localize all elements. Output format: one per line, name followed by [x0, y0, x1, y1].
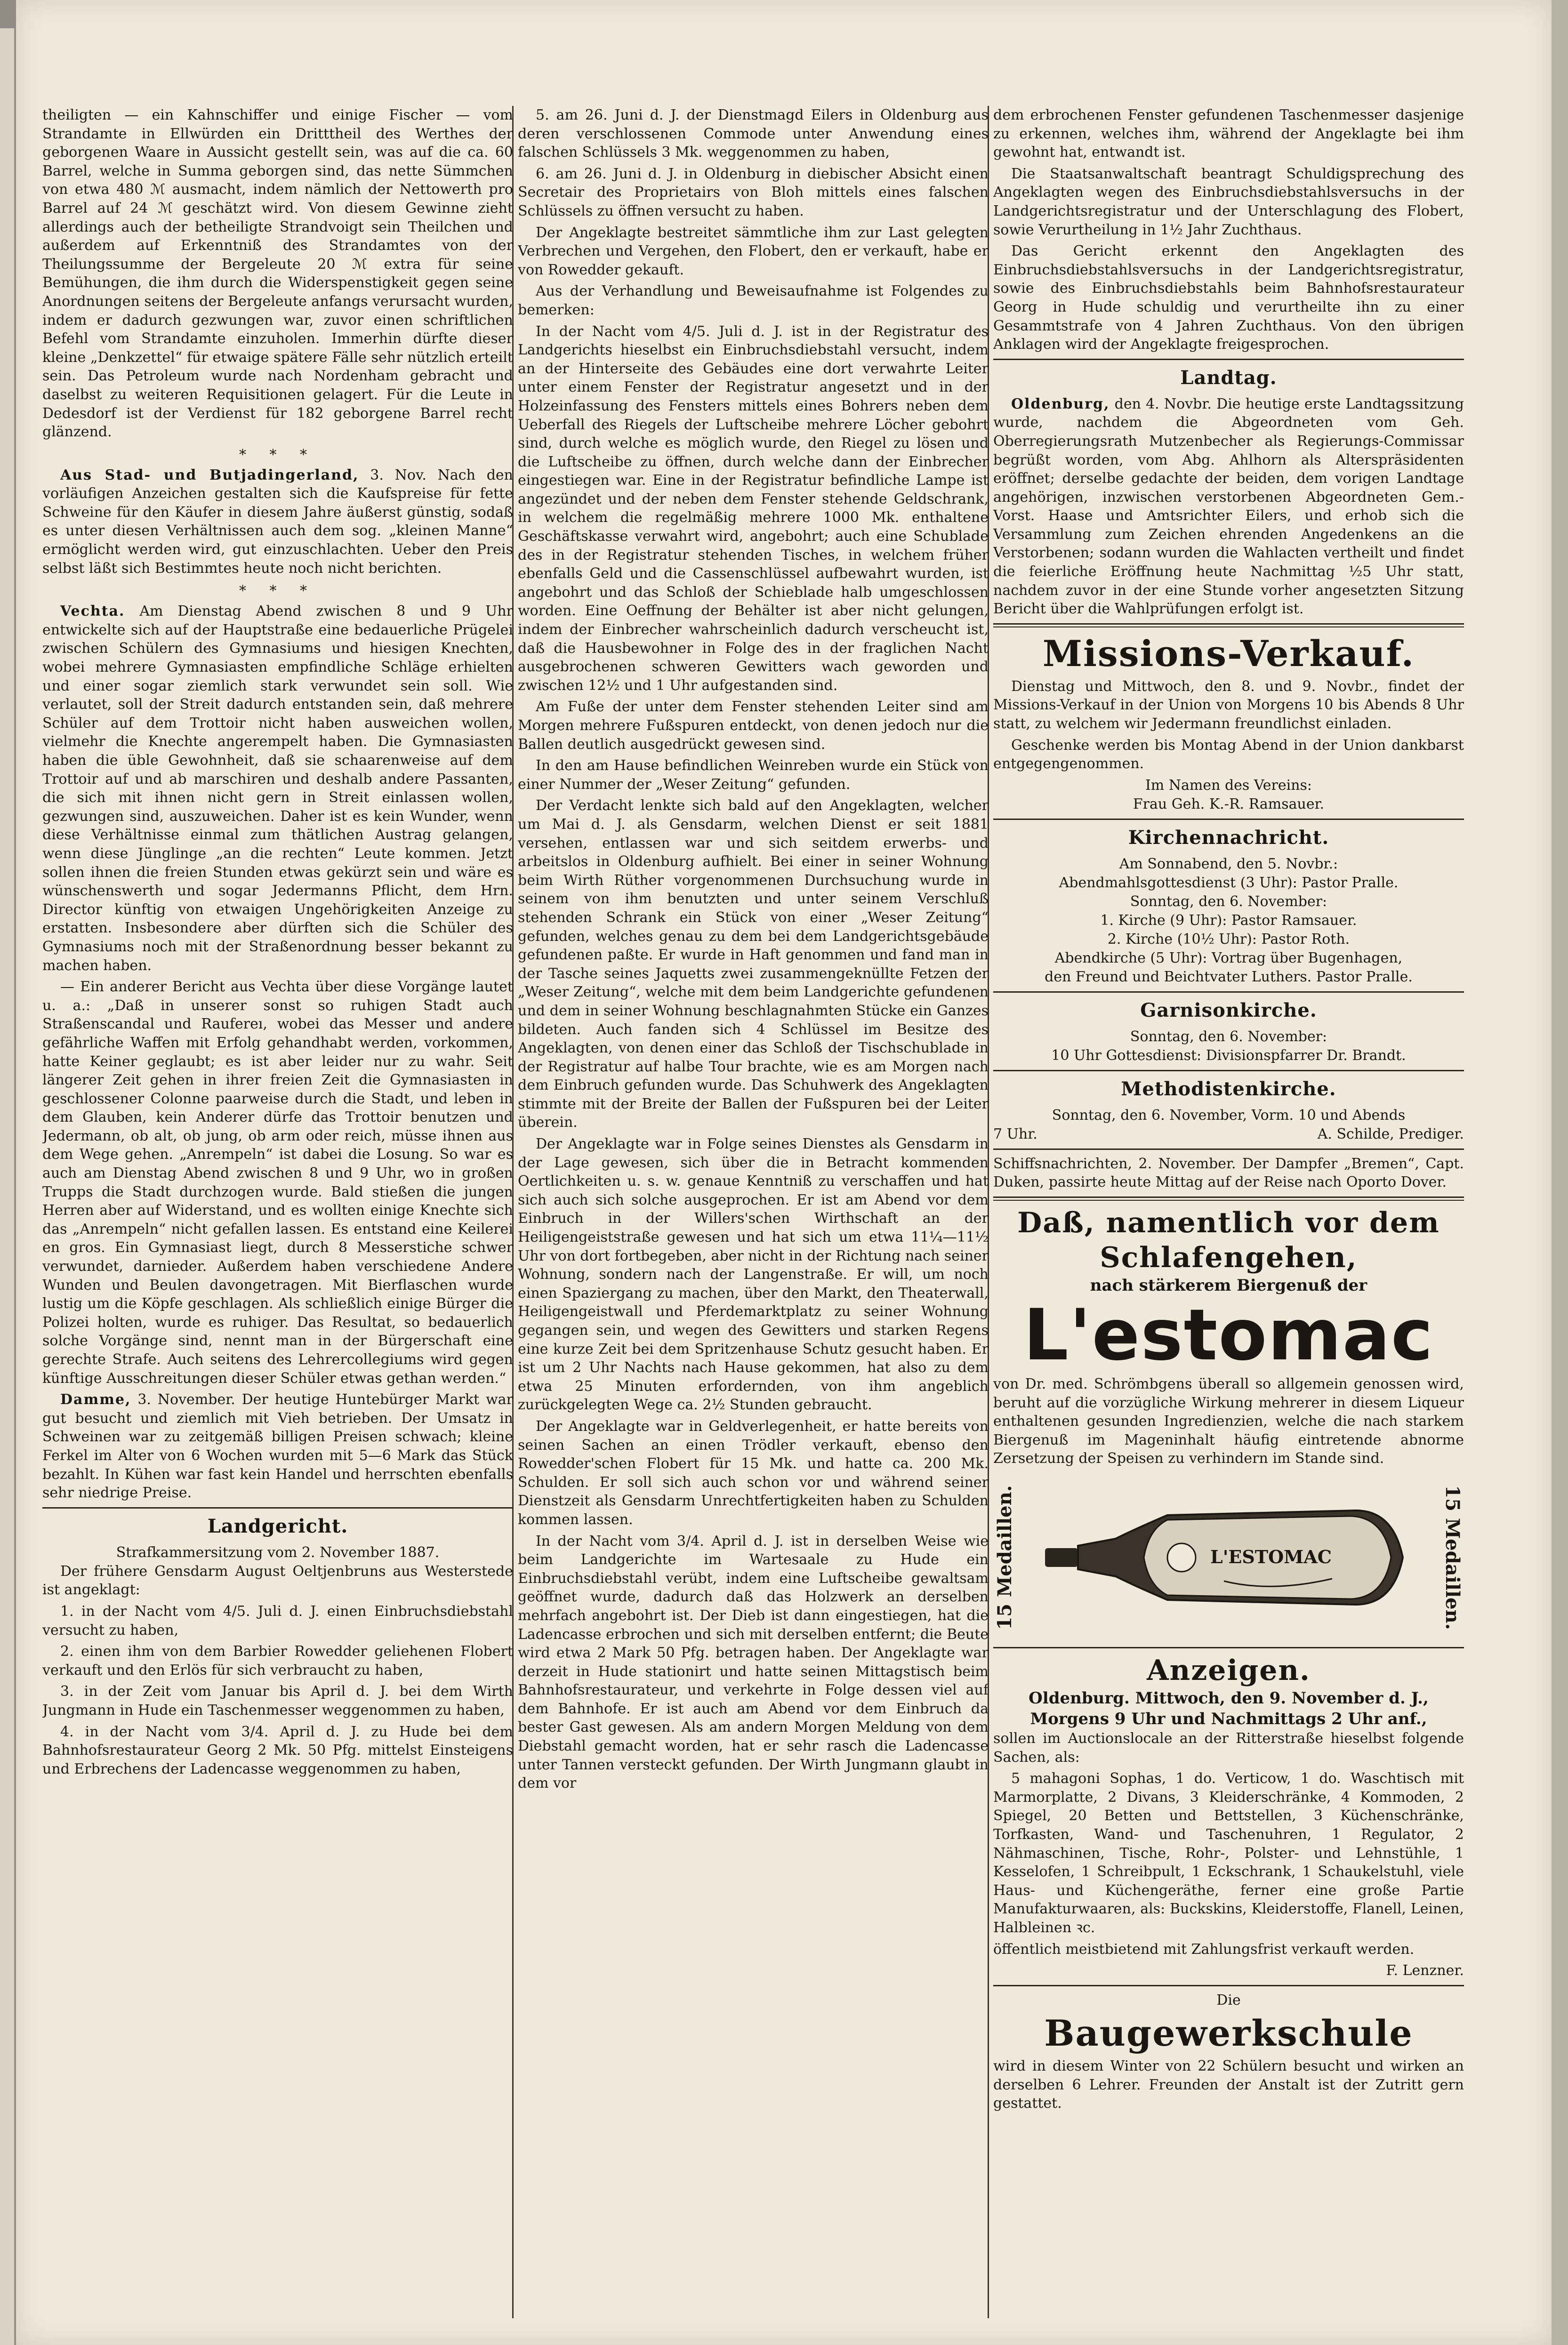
ad-text: 1. Kirche (9 Uhr): Pastor Ramsauer.	[1100, 912, 1357, 929]
article-text: Am Dienstag Abend zwischen 8 und 9 Uhr entwickelte sich auf der Hauptstraße eine bedauerliche Prügelei zwischen Schülern des Gymnasiums und hiesigen Knechten, wobei mehrere Gymnasiasten empfindliche Schläge erhielten und einer sogar ziemlich stark verwundet sein soll. Wie verlautet, soll der Streit dadurch entstanden sein, daß mehrere Schüler auf dem Trottoir nicht haben ausweichen wollen, vielmehr die Knechte angerempelt haben. Die Gymnasiasten haben die üble Gewohnheit, daß sie schaarenweise auf dem Trottoir auf und ab marschiren und deshalb andere Passanten, die sich mit ihnen nicht gern in Streit einlassen wollen, gezwungen sind, auszuweichen. Daher ist es kein Wunder, wenn diese Verhältnisse einmal zum thätlichen Austrag gelangen, wenn diese Jünglinge „an die rechten“ Leute kommen. Jetzt sollen ihnen die freien Stunden etwas gekürzt sein und wäre es wünschenswerth und sogar Jedermanns Pflicht, dem Hrn. Director künftig von etwaigen Ungehörigkeiten Anzeige zu erstatten. Insbesondere aber dürften sich die Schüler des Gymnasiums noch mit der Straßenordnung besser bekannt zu machen haben.	[42, 603, 513, 974]
article-text: Am Fuße der unter dem Fenster stehenden Leiter sind am Morgen mehrere Fußspuren entdeckt, von denen jedoch nur die Ballen deutlich ausgedrückt gewesen sind.	[518, 699, 989, 753]
medal-text: 15 Medaillen.	[994, 1485, 1016, 1630]
ad-text: 5 mahagoni Sophas, 1 do. Verticow, 1 do. Waschtisch mit Marmorplatte, 2 Divans, 3 Kleiderschränke, 4 Kommoden, 2 Spiegel, 20 Betten und Bettstellen, 3 Küchenschränke, Torfkasten, Wand- und Taschenuhren, 1 Regulator, 2 Nähmaschinen, Tische, Rohr-, Polster- und Lehnstühle, 1 Kesselofen, 1 Schreibpult, 1 Eckschrank, 1 Schaukelstuhl, viele Haus- und Küchengeräthe, ferner eine große Partie Manufakturwaaren, als: Buckskins, Kleiderstoffe, Flanell, Leinen, Halbleinen ꝛc.	[993, 1770, 1464, 1936]
article-dateline: Aus Stad- und Butjadingerland,	[60, 466, 359, 483]
ad-text: öffentlich meistbietend mit Zahlungsfrist verkauft werden.	[993, 1941, 1415, 1958]
section-subheading: Strafkammersitzung vom 2. November 1887.	[116, 1544, 440, 1561]
ad-brand-estomac: L'estomac	[1023, 1294, 1434, 1376]
ad-heading-estomac-line1: Daß, namentlich vor dem Schlafengehen,	[1017, 1206, 1440, 1274]
article-text: 2. einen ihm von dem Barbier Rowedder geliehenen Flobert verkauft und den Erlös für sich verbraucht zu haben,	[42, 1643, 513, 1678]
article-text: — Ein anderer Bericht aus Vechta über diese Vorgänge lautet u. a.: „Daß in unserer sonst so ruhigen Stadt auch Straßenscandal und Raufereı, wobei das Messer und andere gefährliche Waffen mit Erfolg gehandhabt werden, vorkommen, hatte Keiner geglaubt; es ist aber leider nur zu wahr. Seit längerer Zeit gehen in ihrer freien Zeit die Gymnasiasten in geschlossener Colonne paarweise durch die Stadt, und leben in dem Glauben, kein Anderer dürfe das Trottoir benutzen und Jedermann, ob alt, ob jung, ob arm oder reich, müsse ihnen aus dem Wege gehen. „Anrempeln“ ist dabei die Losung. So war es auch am Dienstag Abend zwischen 8 und 9 Uhr, wo in großen Trupps die Stadt durchzogen wurde. Bald stießen die jungen Herren aber auf Widerstand, und es wollten einige Knechte sich das „Anrempeln“ nicht gefallen lassen. Es entstand eine Keilerei en gros. Ein Gymnasiast liegt, durch 8 Messerstiche schwer verwundet, darnieder. Außerdem haben verschiedene Andere Wunden und Beulen davongetragen. Mit Bierflaschen wurde lustig um die Köpfe geschlagen. Als schließlich einige Bürger die Polizei holten, wurde es ruhiger. Das Resultat, so bedauerlich solche Vorgänge sind, nennt man in der Bürgerschaft eine gerechte Strafe. Auch seitens des Lehrercollegiums wird gegen künftige Ausschreitungen dieser Schüler etwas gethan werden.“	[42, 979, 513, 1387]
ad-text: 2. Kirche (10½ Uhr): Pastor Roth.	[1107, 931, 1350, 948]
ad-divider	[993, 1197, 1464, 1201]
medal-text: 15 Medaillen.	[1441, 1485, 1463, 1630]
column-3	[993, 106, 1464, 2318]
previous-page-edge	[0, 28, 15, 2345]
ad-text: Geschenke werden bis Montag Abend in der Union dankbarst entgegengenommen.	[993, 737, 1464, 772]
article-dateline: Damme,	[60, 1391, 131, 1408]
shipping-news: Schiffsnachrichten, 2. November. Der Dampfer „Bremen“, Capt. Duken, passirte heute Mittag auf der Reise nach Oporto Dover.	[993, 1155, 1464, 1191]
ad-text: Sonntag, den 6. November:	[1130, 1028, 1327, 1045]
ad-text: Am Sonnabend, den 5. Novbr.:	[1119, 855, 1338, 872]
article-text: Der Angeklagte war in Geldverlegenheit, er hatte bereits von seinen Sachen an einen Trödler verkauft, ebenso den Rowedder'schen Flobert für 15 Mk. und hatte ca. 200 Mk. Schulden. Er soll sich auch schon vor und während seiner Dienstzeit als Gensdarm Unrechtfertigkeiten haben zu Schulden kommen lassen.	[518, 1418, 989, 1528]
medal-label-left	[993, 1478, 1017, 1638]
ad-divider	[993, 991, 1464, 993]
article-text: 6. am 26. Juni d. J. in Oldenburg in diebischer Absicht einen Secretair des Proprietairs von Bloh mittels eines falschen Schlüssels zu öffnen versucht zu haben.	[518, 165, 989, 219]
ad-text: Abendkirche (5 Uhr): Vortrag über Bugenhagen,	[1054, 949, 1403, 966]
section-divider	[42, 1507, 513, 1509]
bottle-illustration	[993, 1473, 1464, 1642]
column-2	[518, 106, 989, 2318]
ad-text: Abendmahlsgottesdienst (3 Uhr): Pastor Pralle.	[1059, 874, 1399, 891]
section-heading-landtag: Landtag.	[1180, 366, 1277, 389]
ad-heading-garnisonkirche: Garnisonkirche.	[1140, 999, 1317, 1021]
medal-label-right	[1440, 1478, 1464, 1638]
ad-divider	[993, 1647, 1464, 1648]
article-text: Der Angeklagte war in Folge seines Dienstes als Gensdarm in der Lage gewesen, sich über die in Betracht kommenden Oertlichkeiten u. s. w. genaue Kenntniß zu verschaffen und hat sich auch sich solche ausgeprochen. Er ist am Abend vor dem Einbruch in der Willers'schen Wirthschaft an der Heiligengeiststraße gewesen und hat sich um etwa 11¼—11½ Uhr von dort fortbegeben, aber nicht in der Richtung nach seiner Wohnung, sondern nach der Langenstraße. Er will, um noch einen Spaziergang zu machen, über den Markt, den Theaterwall, Heiligengeistwall und Pferdemarktplatz zu seiner Wohnung gegangen sein, und wegen des Gewitters und starken Regens eine kurze Zeit bei dem Spritzenhause Schutz gesucht haben. Er ist um 2 Uhr Nachts nach Hause gekommen, hat also zu dem etwa 25 Minuten erfordernden, von ihm angeblich zurückgelegten Wege ca. 2½ Stunden gebraucht.	[518, 1136, 989, 1413]
article-dateline: Oldenburg,	[1011, 395, 1110, 412]
article-text: 1. in der Nacht vom 4/5. Juli d. J. einen Einbruchsdiebstahl versucht zu haben,	[42, 1603, 513, 1638]
ad-text: den Freund und Beichtvater Luthers. Pastor Pralle.	[1045, 968, 1413, 985]
article-text: 5. am 26. Juni d. J. der Dienstmagd Eilers in Oldenburg aus deren verschlossenen Commode unter Anwendung eines falschen Schlüssels 3 Mk. weggenommen zu haben,	[518, 107, 989, 161]
article-text: 4. in der Nacht vom 3/4. April d. J. zu Hude bei dem Bahnhofsrestaurateur Georg 2 Mk. 50 Pfg. mittelst Einsteigens und Erbrechens der Ladencasse weggenommen zu haben,	[42, 1723, 513, 1777]
ad-divider	[993, 819, 1464, 820]
ad-text: von Dr. med. Schrömbgens überall so allgemein genossen wird, beruht auf die vorzügliche Wirkung mehrerer in diesem Liqueur enthaltenen gesunden Ingredienzien, welche die nach starkem Biergenuß im Mageninhalt häufig eintretende abnorme Zersetzung der Speisen zu verhindern im Stande sind.	[993, 1376, 1464, 1467]
ad-heading-missions-verkauf: Missions-Verkauf.	[1042, 632, 1415, 675]
ad-divider	[993, 623, 1464, 627]
article-dateline: Vechta.	[60, 603, 125, 620]
ad-text: 10 Uhr Gottesdienst: Divisionspfarrer Dr. Brandt.	[1051, 1047, 1406, 1064]
column-1	[42, 106, 513, 2318]
ad-auction-date: Oldenburg. Mittwoch, den 9. November d. J., Morgens 9 Uhr und Nachmittags 2 Uhr anf.,	[1029, 1688, 1429, 1728]
article-text: In den am Hause befindlichen Weinreben wurde ein Stück von einer Nummer der „Weser Zeitung“ gefunden.	[518, 757, 989, 793]
article-text: Der Verdacht lenkte sich bald auf den Angeklagten, welcher um Mai d. J. als Gensdarm, welchen Dienst er seit 1881 versehen, entlassen war und sich seitdem erwerbs- und arbeitslos in Oldenburg aufhielt. Bei einer in seiner Wohnung beim Wirth Rüther vorgenommenen Durchsuchung wurde in seinem von ihm benutzten und unter seinem Verschluß stehenden Schrank ein Stück von einer „Weser Zeitung“ gefunden, welches genau zu dem bei dem Landgerichtsgebäude gefundenen paßte. Er wurde in Haft genommen und fand man in der Tasche seines Jaquetts zwei zusammengeknüllte Fetzen der „Weser Zeitung“, welche mit dem beim Landgerichte gefundenen und dem in seiner Wohnung beschlagnahmten Stücke ein Ganzes bildeten. Auch fanden sich 4 Schlüssel im Besitze des Angeklagten, von denen einer das Schloß der Tischschublade in der Registratur auf halbe Tour brachte, wie es am Morgen nach dem Einbruch gefunden wurde. Das Schuhwerk des Angeklagten stimmte mit der Breite der Ballen der Fußspuren bei der Leiter überein.	[518, 797, 989, 1131]
article-text: Der frühere Gensdarm August Oeltjenbruns aus Westerstede ist angeklagt:	[42, 1563, 513, 1598]
ad-row	[993, 1125, 1464, 1144]
ad-signature: F. Lenzner.	[1386, 1962, 1464, 1979]
section-divider	[993, 359, 1464, 360]
ad-divider	[993, 1985, 1464, 1986]
article-text: Der Angeklagte bestreitet sämmtliche ihm zur Last gelegten Verbrechen und Vergehen, den Flobert, den er verkauft, habe er von Rowedder gekauft.	[518, 224, 989, 278]
article-text: 3. in der Zeit vom Januar bis April d. J. bei dem Wirth Jungmann in Hude ein Taschenmesser weggenommen zu haben,	[42, 1683, 513, 1719]
ad-heading-estomac-line2: nach stärkerem Biergenuß der	[1090, 1276, 1367, 1295]
ad-text: 7 Uhr.	[993, 1125, 1037, 1142]
bottle-icon	[1026, 1482, 1431, 1633]
ad-text: sollen im Auctionslocale an der Ritterstraße hieselbst folgende Sachen, als:	[993, 1730, 1464, 1766]
article-text: theiligten — ein Kahnschiffer und einige Fischer — vom Strandamte in Ellwürden ein Dritttheil des Werthes der geborgenen Waare in Aussicht gestellt sein, was auf die ca. 60 Barrel, welche in Summa geborgen sind, das nette Sümmchen von etwa 480 ℳ ausmacht, indem nämlich der Nettowerth pro Barrel auf 24 ℳ geschätzt wird. Von diesem Gewinne zieht allerdings auch der betheiligte Strandvoigt sein Theilchen und außerdem auf Erkenntniß des Strandamtes von der Theilungssumme der Bergeleute 20 ℳ extra für seine Bemühungen, die ihm durch die Widerspenstigkeit gegen seine Anordnungen seitens der Bergeleute anfangs verursacht wurden, indem er dadurch gezwungen war, zuvor einen schriftlichen Befehl vom Strandamte einzuholen. Immerhin dürfte dieser kleine „Denkzettel“ für etwaige spätere Fälle sehr nützlich erteilt sein. Das Petroleum wurde nach Nordenham gebracht und daselbst zu weiteren Requisitionen gelagert. Für die Leute in Dedesdorf ist der Verdienst für 182 geborgene Barrel recht glänzend.	[42, 107, 513, 441]
article	[42, 1390, 513, 1502]
article-text: In der Nacht vom 3/4. April d. J. ist in derselben Weise wie beim Landgerichte im Wartesaale zu Hude ein Einbruchsdiebstahl verübt, indem eine Luftscheibe gewaltsam geöffnet wurde, dadurch daß das Holzwerk an derselben mehrfach angebohrt ist. Der Dieb ist dann eingestiegen, hat die Ladencasse erbrochen und sich mit derselben entfernt; die Beute wird etwa 2 Mark 50 Pfg. betragen haben. Der Angeklagte war derzeit in Hude stationirt und hatte seinen Mittagstisch beim Bahnhofsrestaurateur, und verkehrte in Folge dessen viel auf dem Bahnhofe. Er ist auch am Abend vor dem Einbruch da bester Gast gewesen. Als am andern Morgen Meldung von dem Diebstahl gemacht worden, hat er sehr rasch die Ladencasse unter Tannen versteckt gefunden. Der Wirth Jungmann glaubt in dem vor	[518, 1533, 989, 1792]
ad-heading-methodistenkirche: Methodistenkirche.	[1121, 1077, 1336, 1100]
ad-text: Sonntag, den 6. November:	[1130, 893, 1327, 910]
ad-heading-baugewerkschule: Baugewerkschule	[1044, 2012, 1413, 2055]
article-text: Das Gericht erkennt den Angeklagten des Einbruchsdiebstahlsversuchs in der Landgerichtsregistratur, sowie des Einbruchsdiebstahls beim Bahnhofsrestaurateur Georg in Hude schuldig und verurtheilte ihn zu einer Gesammtstrafe von 4 Jahren Zuchthaus. Von den übrigen Anklagen wird der Angeklagte freigesprochen.	[993, 243, 1464, 353]
article-text: 3. Nov. Nach den vorläufigen Anzeichen gestalten sich die Kaufspreise für fette Schweine für den Käufer in diesem Jahre äußerst günstig, sodaß es unter diesen Verhältnissen auch dem sog. „kleinen Manne“ ermöglicht werden wird, gut einzuschlachten. Ueber den Preis selbst läßt sich Bestimmtes heute noch nicht berichten.	[42, 466, 513, 577]
page-edge	[1552, 0, 1568, 2345]
article-text: Aus der Verhandlung und Beweisaufnahme ist Folgendes zu bemerken:	[518, 283, 989, 318]
article	[42, 602, 513, 975]
article-text: den 4. Novbr. Die heutige erste Landtagssitzung wurde, nachdem die Abgeordneten vom Geh. Oberregierungsrath Mutzenbecher als Regierungs-Commissar begrüßt worden, vom Abg. Ahlhorn als Alterspräsidenten eröffnet; derselbe gedachte der beiden, dem vorigen Landtage angehörigen, inzwischen verstorbenen Abgeordneten Gem.-Vorst. Haase und Amtsrichter Eilers, und erhob sich die Versammlung zum Zeichen ehrenden Angedenkens an die Verstorbenen; sodann wurden die Wahlacten vertheilt und findet die feierliche Eröffnung heute Nachmittag ½5 Uhr statt, nachdem zuvor in der eine Stunde vorher angesetzten Sitzung Bericht über die Wahlprüfungen erfolgt ist.	[993, 395, 1464, 618]
ad-signature-line: Im Namen des Vereins:	[1145, 777, 1312, 794]
article	[993, 395, 1464, 618]
ad-text: wird in diesem Winter von 22 Schülern besucht und wirken an derselben 6 Lehrer. Freunden der Anstalt ist der Zutritt gern gestattet.	[993, 2058, 1464, 2112]
ad-heading-kirchennachricht: Kirchennachricht.	[1128, 826, 1329, 849]
ad-divider	[993, 1148, 1464, 1150]
section-heading-landgericht: Landgericht.	[207, 1515, 348, 1537]
ad-signature: Frau Geh. K.-R. Ramsauer.	[1133, 795, 1325, 812]
ad-heading-anzeigen: Anzeigen.	[1147, 1654, 1311, 1687]
ad-text: Sonntag, den 6. November, Vorm. 10 und Abends	[1052, 1107, 1406, 1124]
ad-divider	[993, 1070, 1464, 1071]
article-text: Die Staatsanwaltschaft beantragt Schuldigsprechung des Angeklagten wegen des Einbruchsdiebstahlsversuchs in der Landgerichtsregistratur und der Unterschlagung des Flobert, sowie Verurtheilung in 1½ Jahr Zuchthaus.	[993, 165, 1464, 238]
separator-stars: * * *	[239, 583, 317, 600]
article-text: In der Nacht vom 4/5. Juli d. J. ist in der Registratur des Landgerichts hieselbst ein Einbruchsdiebstahl versucht, indem an der Hinterseite des Gebäudes eine dort verwahrte Leiter unter einem Fenster der Registratur angesetzt und in der Holzeinfassung des Fensters mittels eines Bohrers neben dem Ueberfall des Riegels der Luftscheibe mehrere Löcher gebohrt sind, durch welche es möglich wurde, den Riegel zu lösen und die Luftscheibe zu öffnen, durch welche dann der Einbrecher eingestiegen war. Eine in der Registratur befindliche Lampe ist angezündet und der neben dem Fenster stehende Geldschrank, in welchem die regelmäßig mehrere 1000 Mk. enthaltene Geschäftskasse verwahrt wird, angebohrt; auch eine Schublade des in der Registratur stehenden Tisches, in welchem früher ebenfalls Geld und die Cassenschlüssel aufbewahrt wurden, ist angebohrt und das Schloß der Schieblade halb umgeschlossen worden. Eine Oeffnung der Behälter ist aber nicht gelungen, indem der Einbrecher wahrscheinlich dadurch verscheucht ist, daß die Hausbewohner in Folge des in der fraglichen Nacht ausgebrochenen schweren Gewitters wach geworden und zwischen 12½ und 1 Uhr aufgestanden sind.	[518, 323, 989, 694]
article-text: 3. November. Der heutige Huntebürger Markt war gut besucht und ziemlich mit Vieh betrieben. Der Umsatz in Schweinen war zu zeitgemäß billigen Preisen schwach; kleine Ferkel im Alter von 6 Wochen wurden mit 5—6 Mark das Stück bezahlt. In Kühen war fast kein Handel und herrschten ebenfalls sehr niedrige Preise.	[42, 1391, 513, 1502]
ad-article-die: Die	[1216, 1992, 1241, 2009]
article	[42, 466, 513, 578]
ad-signature: A. Schilde, Prediger.	[1317, 1125, 1464, 1142]
separator-stars: * * *	[239, 446, 317, 463]
bottle-label-text: L'ESTOMAC	[1210, 1546, 1332, 1567]
ad-text: Dienstag und Mittwoch, den 8. und 9. Novbr., findet der Missions-Verkauf in der Union von Morgens 10 bis Abends 8 Uhr statt, zu welchem wir Jedermann freundlichst einladen.	[993, 678, 1464, 732]
article-text: dem erbrochenen Fenster gefundenen Taschenmesser dasjenige zu erkennen, welches ihm, während der Angeklagte bei ihm gewohnt hat, entwandt ist.	[993, 107, 1464, 161]
